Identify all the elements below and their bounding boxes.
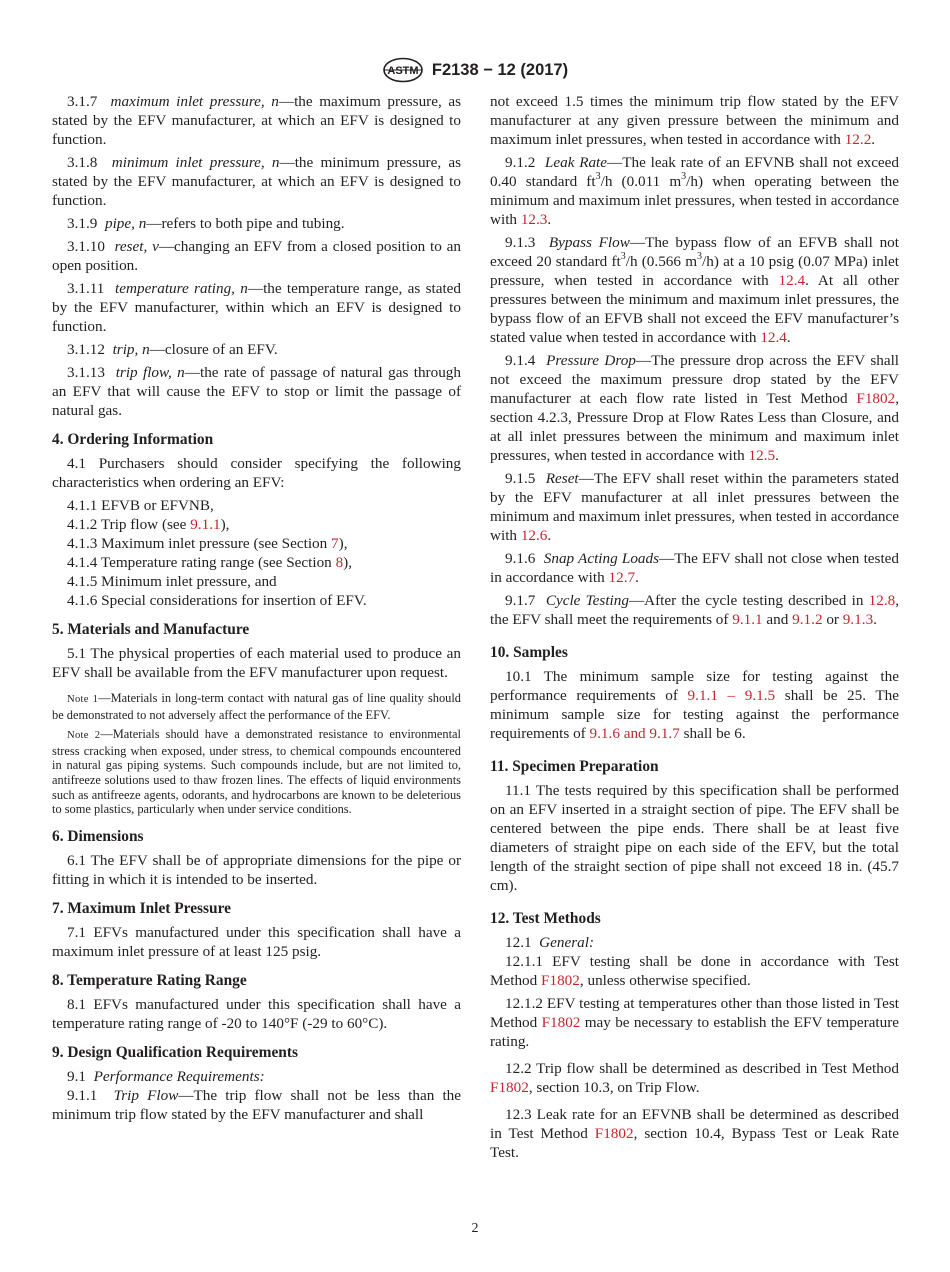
paragraph-7-1: 7.1 EFVs manufactured under this specification shall have a maximum inlet pressure of at least 125 psig.: [52, 923, 461, 960]
ref-link[interactable]: 12.8: [868, 592, 896, 609]
ref-link[interactable]: 8: [335, 554, 344, 571]
paragraph-9-1: 9.1 Performance Requirements:: [67, 1067, 265, 1085]
ref-link[interactable]: 12.7: [608, 569, 636, 586]
definition-3-1-12: 3.1.12 trip, n—closure of an EFV.: [67, 341, 278, 358]
list-item-4-1-5: 4.1.5 Minimum inlet pressure, and: [67, 573, 277, 590]
section-heading-6: 6. Dimensions: [52, 827, 144, 845]
ref-link[interactable]: 9.1.1 – 9.1.5: [687, 687, 776, 704]
paragraph-9-1-4: 9.1.4 Pressure Drop—The pressure drop across the EFV shall not exceed the maximum pressure drop stated by the EFV manufacturer at each flow rate listed in Test Method F1802, section 4.2.3, Pressure Drop at Flow Rates Less than Closure, and at all inlet pressures between the minimum and maximum inlet pressures, when tested in accordance with 12.5.: [490, 352, 900, 464]
ref-link[interactable]: 12.4: [778, 272, 806, 289]
ref-link[interactable]: F1802: [856, 390, 896, 407]
ref-link[interactable]: F1802: [541, 1014, 581, 1031]
svg-text:ASTM: ASTM: [387, 65, 419, 77]
definition-3-1-11: 3.1.11 temperature rating, n—the temperature range, as stated by the EFV manufacturer, within which an EFV is designed to function.: [52, 280, 461, 335]
definition-3-1-9: 3.1.9 pipe, n—refers to both pipe and tubing.: [67, 215, 345, 232]
note-1: Note 1—Materials in long-term contact with natural gas of line quality should be demonstrated to not adversely affect the performance of the EFV.: [52, 691, 461, 722]
left-column: [52, 92, 461, 1128]
section-heading-11: 11. Specimen Preparation: [490, 758, 659, 775]
paragraph-12-3: 12.3 Leak rate for an EFVNB shall be determined as described in Test Method F1802, section 10.4, Bypass Test or Leak Rate Test.: [490, 1106, 900, 1161]
list-item-4-1-3: 4.1.3 Maximum inlet pressure (see Section 7),: [67, 535, 348, 552]
section-heading-12: 12. Test Methods: [490, 910, 601, 927]
ref-link[interactable]: 9.1.6 and 9.1.7: [589, 725, 680, 742]
section-heading-7: 7. Maximum Inlet Pressure: [52, 899, 231, 917]
ref-link[interactable]: F1802: [594, 1125, 634, 1142]
paragraph-9-1-2: 9.1.2 Leak Rate—The leak rate of an EFVNB shall not exceed 0.40 standard $ft^3/h$ (0.011 $m^3/h$) when operating between the minimum and maximum inlet pressures, when tested in accordance with 12.3.: [490, 154, 900, 228]
paragraph-12-1-1: 12.1.1 EFV testing shall be done in accordance with Test Method F1802, unless otherwise specified.: [490, 953, 899, 989]
note-2: Note 2—Materials should have a demonstrated resistance to environmental stress cracking when exposed, under stress, to chemical compounds encountered in natural gas piping systems. Such compounds include, but are not limited to, antifreeze solutions used to thaw frozen lines. The effects of liquid environments such as antifreeze agents, odorants, and hydrocarbons are known to be deleterious to some plastics, particularly when under service conditions.: [52, 727, 461, 817]
paragraph-12-1: 12.1 General:: [505, 934, 594, 951]
ref-link[interactable]: 12.4: [760, 329, 787, 346]
paragraph-9-1-5: 9.1.5 Reset—The EFV shall reset within the parameters stated by the EFV manufacturer at all inlet pressures between the minimum and maximum inlet pressures, when tested in accordance with 12.6.: [490, 470, 899, 544]
section-heading-4: 4. Ordering Information: [52, 431, 214, 448]
paragraph-10-1: 10.1 The minimum sample size for testing against the performance requirements of 9.1.1 – 9.1.5 shall be 25. The minimum sample size for testing against the performance requirements of 9.1.6 and 9.1.7 shall be 6.: [490, 668, 900, 742]
section-heading-5: 5. Materials and Manufacture: [52, 621, 250, 638]
paragraph-4-1: 4.1 Purchasers should consider specifying the following characteristics when ordering an EFV:: [52, 455, 461, 491]
list-item-4-1-6: 4.1.6 Special considerations for insertion of EFV.: [67, 592, 367, 609]
ref-link[interactable]: 12.3: [520, 211, 548, 228]
section-heading-8: 8. Temperature Rating Range: [52, 971, 247, 989]
page-header: [0, 56, 950, 84]
definition-3-1-7: 3.1.7 maximum inlet pressure, n—the maximum pressure, as stated by the EFV manufacturer, at which an EFV is designed to function.: [52, 93, 462, 148]
ref-link[interactable]: 9.1.2: [792, 611, 823, 628]
paragraph-9-1-1-continued: not exceed 1.5 times the minimum trip flow stated by the EFV manufacturer at any given pressure between the minimum and maximum inlet pressures, when tested in accordance with 12.2.: [490, 93, 899, 148]
ref-link[interactable]: 12.6: [520, 527, 548, 544]
paragraph-9-1-3: 9.1.3 Bypass Flow—The bypass flow of an EFVB shall not exceed 20 standard $ft^3/h$ (0.566 $m^3/h$) at a 10 psig (0.07 MPa) inlet pressure, when tested in accordance with 12.4. At all other pressures between the minimum and maximum inlet pressures, the bypass flow of an EFVB shall not exceed the EFV manufacturer’s stated value when tested in accordance with 12.4.: [490, 234, 899, 346]
paragraph-9-1-1: 9.1.1 Trip Flow—The trip flow shall not be less than the minimum trip flow stated by the EFV manufacturer and shall: [52, 1086, 462, 1123]
ref-link[interactable]: 9.1.3: [842, 611, 874, 628]
ref-link[interactable]: 12.2: [844, 131, 872, 148]
ref-link[interactable]: 12.5: [748, 447, 776, 464]
definition-3-1-13: 3.1.13 trip flow, n—the rate of passage of natural gas through an EFV that will cause the EFV to stop or limit the passage of natural gas.: [52, 364, 461, 419]
ref-link[interactable]: 7: [331, 535, 339, 552]
paragraph-6-1: 6.1 The EFV shall be of appropriate dimensions for the pipe or fitting in which it is intended to be inserted.: [52, 851, 461, 888]
astm-logo-icon: [382, 57, 424, 83]
ref-link[interactable]: 9.1.1: [732, 611, 763, 628]
definition-3-1-8: 3.1.8 minimum inlet pressure, n—the minimum pressure, as stated by the EFV manufacturer, at which an EFV is designed to function.: [52, 154, 461, 209]
paragraph-5-1: 5.1 The physical properties of each material used to produce an EFV shall be available from the EFV manufacturer upon request.: [52, 645, 461, 681]
standard-designation: F2138 − 12 (2017): [431, 60, 569, 79]
paragraph-11-1: 11.1 The tests required by this specification shall be performed on an EFV inserted in a straight section of pipe. The EFV shall be centered between the pipe ends. There shall be at least five diameters of straight pipe on each side of the EFV, but the total length of the straight section of pipe shall not exceed 18 in. (45.7 cm).: [490, 782, 899, 894]
paragraph-9-1-6: 9.1.6 Snap Acting Loads—The EFV shall not close when tested in accordance with 12.7.: [490, 550, 900, 586]
ref-link[interactable]: F1802: [490, 1079, 529, 1096]
section-heading-9: 9. Design Qualification Requirements: [52, 1043, 298, 1061]
ref-link[interactable]: 9.1.1: [190, 516, 221, 533]
page-number: 2: [471, 1221, 479, 1236]
paragraph-12-2: 12.2 Trip flow shall be determined as described in Test Method F1802, section 10.3, on Trip Flow.: [490, 1060, 899, 1096]
right-column: [490, 92, 899, 1166]
paragraph-12-1-2: 12.1.2 EFV testing at temperatures other than those listed in Test Method F1802 may be necessary to establish the EFV temperature rating.: [490, 995, 899, 1050]
definition-3-1-10: 3.1.10 reset, v—changing an EFV from a closed position to an open position.: [52, 238, 461, 274]
list-item-4-1-2: 4.1.2 Trip flow (see 9.1.1),: [67, 516, 230, 533]
paragraph-8-1: 8.1 EFVs manufactured under this specification shall have a temperature rating range of -20 to 140°F (-29 to 60°C).: [52, 995, 461, 1032]
list-item-4-1-1: 4.1.1 EFVB or EFVNB,: [67, 497, 214, 514]
list-item-4-1-4: 4.1.4 Temperature rating range (see Section 8),: [67, 554, 353, 571]
paragraph-9-1-7: 9.1.7 Cycle Testing—After the cycle testing described in 12.8, the EFV shall meet the requirements of 9.1.1 and 9.1.2 or 9.1.3.: [490, 592, 900, 628]
section-heading-10: 10. Samples: [490, 644, 568, 661]
ref-link[interactable]: F1802: [541, 972, 580, 989]
